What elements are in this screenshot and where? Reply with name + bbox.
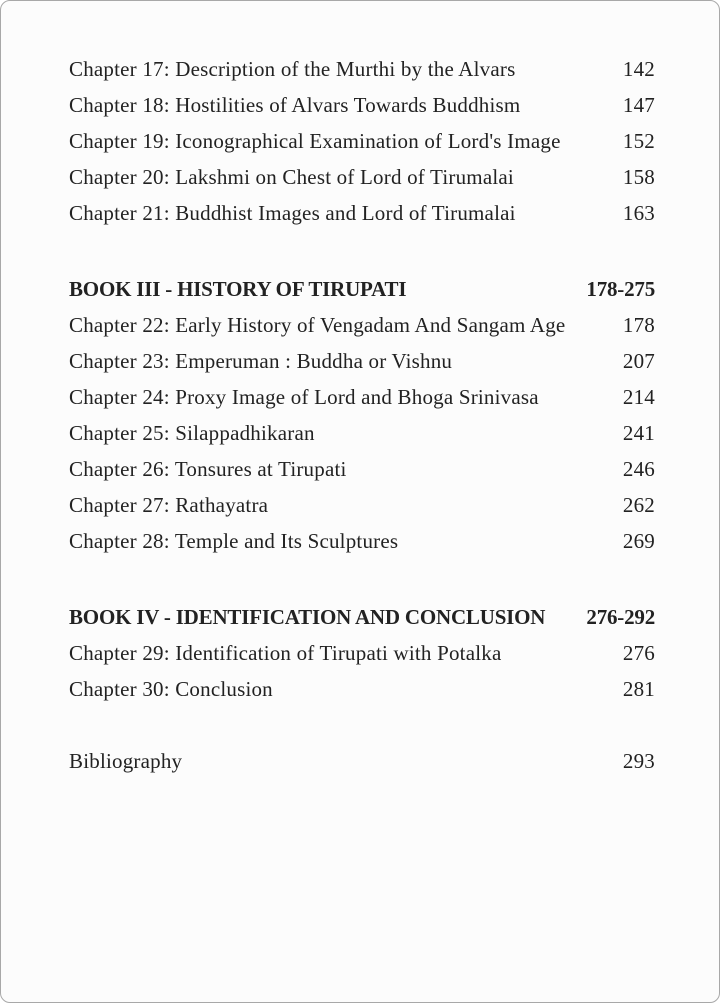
toc-entry [69, 195, 655, 231]
toc-entry [69, 487, 655, 523]
toc-entry [69, 379, 655, 415]
toc-entry-title: Chapter 22: Early History of Vengadam And Sangam Age [69, 313, 566, 337]
toc-section-book-3 [69, 271, 655, 559]
toc-entry [69, 415, 655, 451]
toc-section-heading [69, 271, 655, 307]
toc-bibliography-label: Bibliography [69, 749, 183, 773]
toc-entry-title: Chapter 23: Emperuman : Buddha or Vishnu [69, 349, 453, 373]
toc-entry [69, 159, 655, 195]
toc-entry-page: 158 [622, 165, 655, 189]
toc-entry-page: 178 [622, 313, 655, 337]
toc-section-heading-label: BOOK IV - IDENTIFICATION AND CONCLUSION [69, 605, 546, 629]
toc-entry [69, 523, 655, 559]
toc-entry-page: 241 [622, 421, 655, 445]
toc-entry-title: Chapter 20: Lakshmi on Chest of Lord of Tirumalai [69, 165, 514, 189]
toc-entry-title: Chapter 26: Tonsures at Tirupati [69, 457, 347, 481]
toc-entry-page: 152 [622, 129, 655, 153]
toc-section-1 [69, 51, 655, 231]
toc-entry-page: 262 [622, 493, 655, 517]
toc-entry-page: 269 [622, 529, 655, 553]
toc-entry [69, 343, 655, 379]
toc-content [1, 1, 719, 779]
toc-entry-page: 142 [622, 57, 655, 81]
toc-entry [69, 51, 655, 87]
toc-entry-title: Chapter 29: Identification of Tirupati with Potalka [69, 641, 502, 665]
toc-entry-page: 214 [622, 385, 655, 409]
toc-entry-title: Chapter 28: Temple and Its Sculptures [69, 529, 399, 553]
toc-entry-page: 163 [622, 201, 655, 225]
toc-bibliography-entry [69, 743, 655, 779]
toc-section-heading-pages: 276-292 [586, 605, 655, 629]
toc-entry-title: Chapter 30: Conclusion [69, 677, 273, 701]
toc-bibliography-page: 293 [622, 749, 655, 773]
toc-entry [69, 635, 655, 671]
toc-entry-title: Chapter 24: Proxy Image of Lord and Bhoga Srinivasa [69, 385, 539, 409]
toc-entry-title: Chapter 25: Silappadhikaran [69, 421, 315, 445]
toc-entry-page: 246 [622, 457, 655, 481]
toc-entry-title: Chapter 21: Buddhist Images and Lord of Tirumalai [69, 201, 516, 225]
toc-section-heading [69, 599, 655, 635]
toc-entry-page: 147 [622, 93, 655, 117]
toc-section-heading-label: BOOK III - HISTORY OF TIRUPATI [69, 277, 407, 301]
toc-entry-page: 276 [622, 641, 655, 665]
toc-entry [69, 451, 655, 487]
toc-entry-page: 207 [622, 349, 655, 373]
toc-entry [69, 123, 655, 159]
toc-section-heading-pages: 178-275 [586, 277, 655, 301]
toc-entry-title: Chapter 27: Rathayatra [69, 493, 269, 517]
toc-entry-title: Chapter 18: Hostilities of Alvars Towards Buddhism [69, 93, 521, 117]
toc-entry-title: Chapter 17: Description of the Murthi by the Alvars [69, 57, 516, 81]
toc-entry-title: Chapter 19: Iconographical Examination of Lord's Image [69, 129, 561, 153]
toc-entry [69, 307, 655, 343]
toc-entry-page: 281 [622, 677, 655, 701]
toc-entry [69, 671, 655, 707]
toc-section-book-4 [69, 599, 655, 707]
toc-entry [69, 87, 655, 123]
